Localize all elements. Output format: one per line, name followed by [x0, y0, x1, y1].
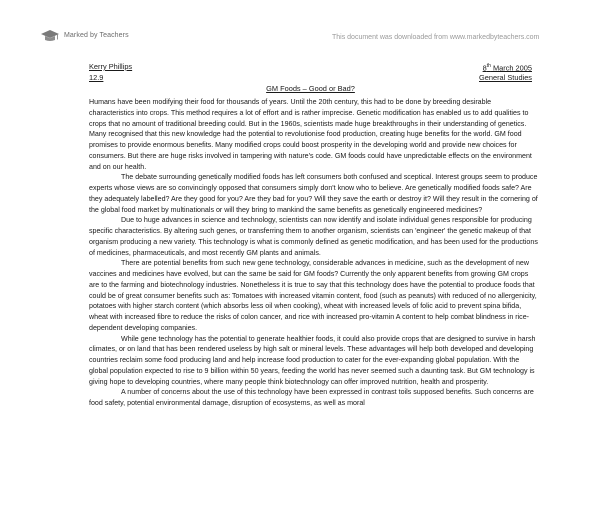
paragraph: A number of concerns about the use of this technology have been expressed in contrast toils supposed benefits. Such concerns are food safety, potential environmental damage, disruption of ecosystems, as well as moral	[89, 388, 534, 407]
top-bar	[0, 0, 612, 60]
mortarboard-icon	[40, 29, 60, 42]
paragraph: Humans have been modifying their food for thousands of years. Until the 20th century, this had to be done by breeding desirable characteristics into crops. This method requires a lot of effort and is rather imprecise. Genetic modification has enabled us to add qualities to crops that no amount of traditional breeding could. But in the 1960s, scientists made huge breakthroughs in their understanding of genetics. Many recognised that this new knowledge had the potential to revolutionise food production, creating huge benefits for the world. GM food promises to provide enormous benefits. Many modified crops could boost prosperity in the developing world and provide new choices for consumers. But there are huge risks involved in tampering with nature's code. GM foods could have unpredictable effects on the environment and on our health.	[89, 98, 532, 171]
date-day: 8	[482, 63, 487, 73]
marked-by-teachers-logo[interactable]	[40, 29, 129, 42]
date-month-year: March 2005	[490, 63, 532, 73]
author-name: Kerry Phillips	[89, 62, 133, 71]
page-title: GM Foods – Good or Bad?	[266, 84, 355, 93]
paragraph: While gene technology has the potential to generate healthier foods, it could also provide crops that are designed to survive in harsh climates, or on land that has been rendered useless by high salt or mineral levels. These advantages will help both developed and developing countries reclaim some food producing land and help increase food production to cater for the ever-expanding global population. With the global population expected to rise to 9 billion within 50 years, feeding the world has never seemed such a daunting task. But GM technology is giving hope to developing countries, where many people think biotechnology can offer improved nutrition, health and prosperity.	[89, 334, 536, 386]
class-group: 12.9	[89, 73, 104, 82]
paragraph: There are potential benefits from such new gene technology, considerable advances in medicine, such as the development of new vaccines and medicines have evolved, but can the same be said for GM foods? Currently the only apparent benefits from growing GM crops are to the farming and biotechnology industries. Nonetheless it is true to say that this technology does have the potential to produce foods that could be of great consumer benefits such as: Tomatoes with increased vitamin content, food (such as peanuts) with reduced of no allergenicity, potatoes with higher starch content (which absorbs less oil when cooking), wheat with increased levels of folic acid to prevent spina bifida, wheat with increased fibre to reduce the risks of colon cancer, and rice with increased pro-vitamin A content to help combat blindness in rice-dependent developing companies.	[89, 259, 537, 332]
essay-body	[89, 97, 538, 409]
date-suffix: th	[486, 63, 491, 69]
download-watermark: This document was downloaded from www.markedbyteachers.com	[332, 34, 540, 41]
subject-name: General Studies	[479, 73, 532, 82]
paragraph: Due to huge advances in science and technology, scientists can now identify and isolate individual genes responsible for producing specific characteristics. By altering such genes, or transferring them to another organism, scientists can 'engineer' the genetic makeup of that organism producing a new variety. This technology is what is commonly defined as genetic modification, and has been used for the productions of medicines, pharmaceuticals, and most recently GM plants and animals.	[89, 216, 538, 257]
brand-name: Marked by Teachers	[64, 32, 129, 39]
paragraph: The debate surrounding genetically modified foods has left consumers both confused and sceptical. Interest groups seem to produce experts whose views are so convincingly opposed that consumers simply don't know who to believe. Are genetically modified foods safe? Are they adequately labelled? Are they good for you? Are they bad for you? Will they save the earth or destroy it? Will they result in the cornering of the global food market by multinationals or will they bring to mankind the same benefits as genetically engineered medicines?	[89, 173, 538, 214]
